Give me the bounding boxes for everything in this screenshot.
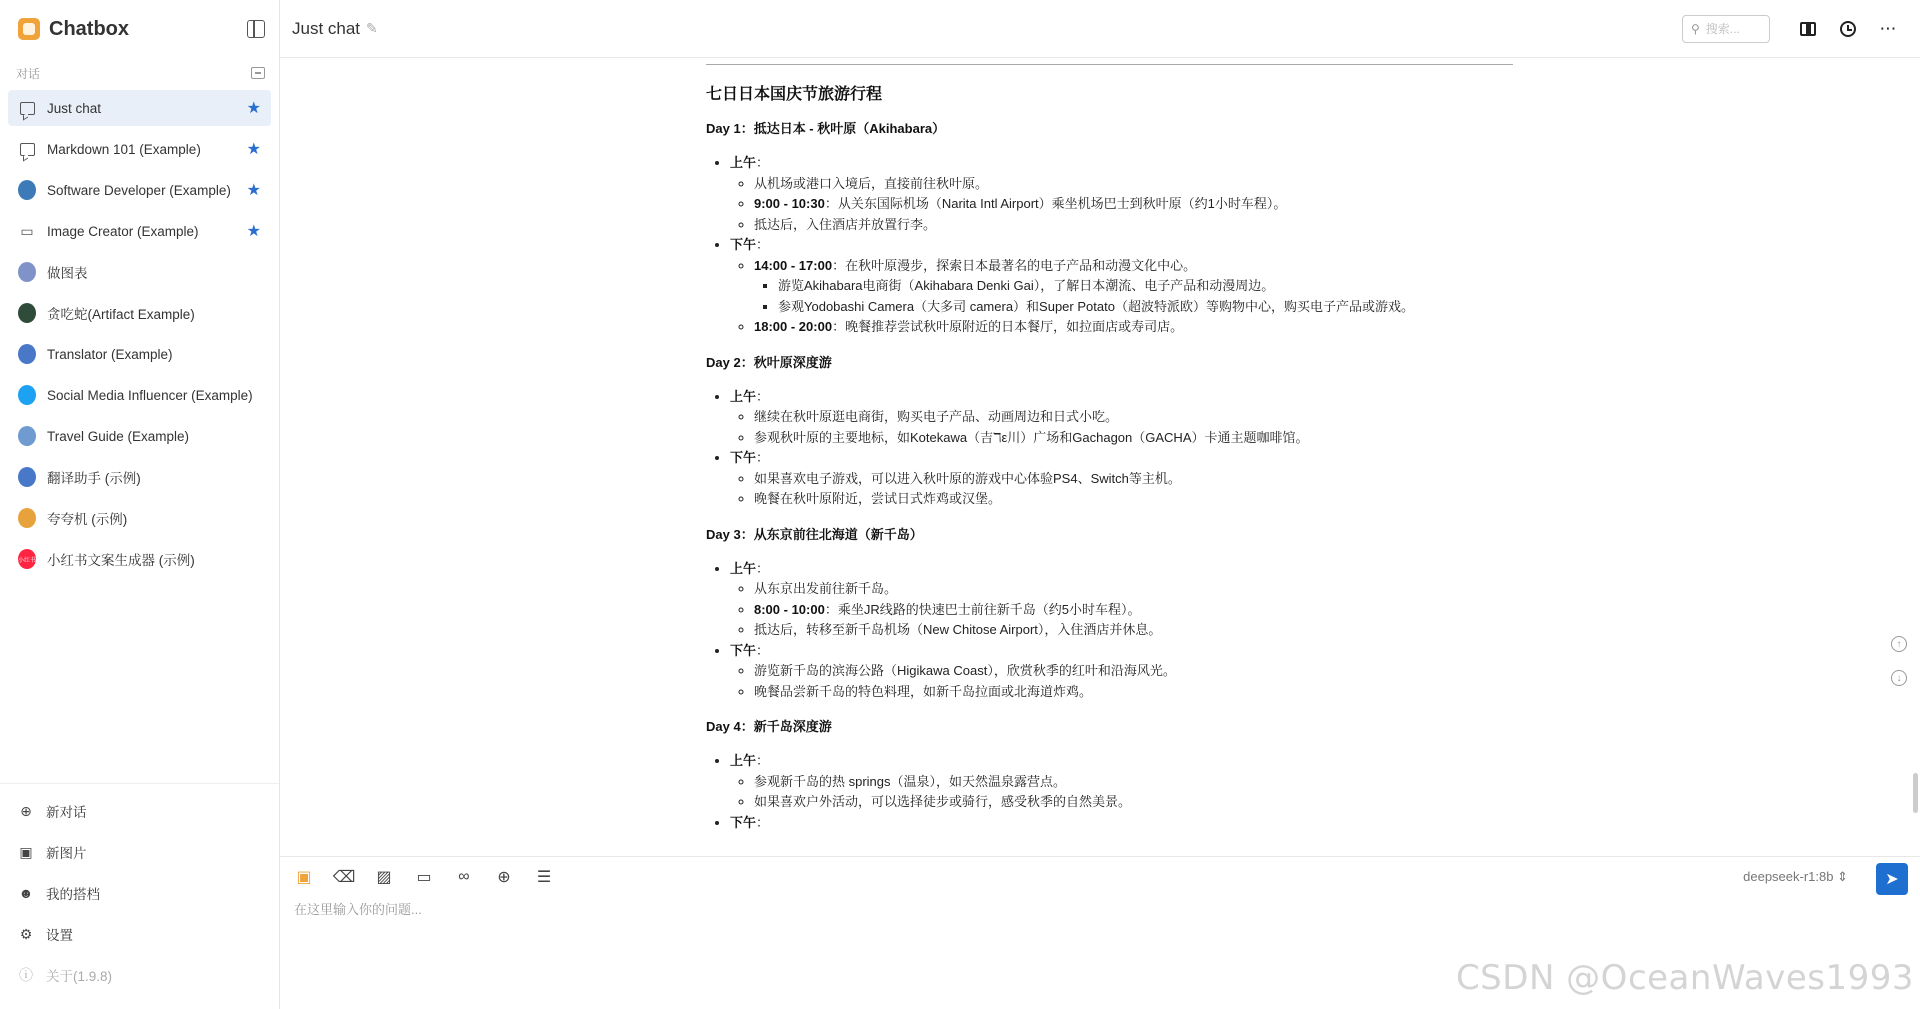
sliders-icon[interactable]: ☰ (536, 869, 552, 886)
conversations-section-header (0, 58, 279, 88)
period-label: 下午 (730, 814, 757, 830)
translator-avatar-icon (18, 345, 36, 363)
activity-time: 14:00 - 17:00 (754, 257, 833, 273)
avatar: 小红书 (18, 549, 36, 569)
conversation-item[interactable] (8, 172, 271, 208)
sidebar (0, 0, 280, 1009)
activity-item (754, 428, 1513, 449)
period-label: 上午 (730, 388, 757, 404)
avatar (18, 385, 36, 405)
avatar (18, 508, 36, 528)
activity-list (730, 579, 1513, 641)
period-label: 上午 (730, 753, 757, 768)
period-item: • 上午： ◦ 参观新千岛的热 springs（温泉），如天然温泉露营点。 ◦ 如果喜欢户外活动，可以选择徒步或骑行，感受秋季的自然美景。 (730, 751, 1513, 813)
image-plus-icon: ▣ (19, 843, 33, 860)
activity-item (754, 661, 1513, 682)
activity-item (754, 215, 1513, 236)
composer-toolbar (280, 857, 1920, 897)
activity-text: 参观新千岛的热 springs（温泉），如天然温泉露营点。 (754, 773, 1067, 789)
period-item: • 下午： ◦ 游览新千岛的滨海公路（Higikawa Coast），欣赏秋季的红叶和沿海风光。 ◦ 晚餐品尝新千岛的特色料理，如新千岛拉面或北海道炸鸡。 (730, 641, 1513, 703)
activity-text: 晚餐品尝新千岛的特色料理，如新千岛拉面或北海道炸鸡。 (754, 683, 1093, 699)
section-label: 对话 (16, 66, 41, 81)
activity-text: 继续在秋叶原逛电商街，购买电子产品、动画周边和日式小吃。 (754, 409, 1119, 424)
conversation-item[interactable] (8, 500, 271, 536)
activity-text: 如果喜欢户外活动，可以选择徒步或骑行，感受秋季的自然美景。 (754, 794, 1132, 809)
conversation-item[interactable] (8, 541, 271, 577)
more-icon: ⋯ (1879, 18, 1897, 38)
avatar (18, 344, 36, 364)
eraser-icon[interactable]: ⌫ (332, 869, 356, 886)
sidebar-menu-label: 新图片 (46, 846, 87, 861)
star-icon[interactable]: ★ (246, 223, 261, 240)
activity-list (730, 469, 1513, 510)
star-icon[interactable]: ★ (246, 182, 261, 199)
send-button[interactable] (1876, 863, 1908, 895)
chatbox-logo-icon (18, 18, 40, 40)
activity-text: 晚餐在秋叶原附近，尝试日式炸鸡或汉堡。 (754, 491, 1002, 506)
scrollbar[interactable] (1913, 773, 1918, 813)
activity-text: 从机场或港口入境后，直接前往秋叶原。 (754, 175, 989, 191)
sidebar-menu-label: 新对话 (46, 805, 87, 820)
assistant-message (706, 58, 1513, 833)
sidebar-menu-item[interactable] (8, 835, 271, 869)
conversation-label: Markdown 101 (Example) (47, 141, 201, 157)
chat-bubble-icon (18, 99, 36, 117)
conversation-label: Translator (Example) (47, 346, 173, 362)
activity-list (730, 256, 1513, 338)
avatar (18, 303, 36, 323)
conversation-item[interactable] (8, 131, 271, 167)
period-label: 上午 (730, 560, 757, 576)
day-heading: Day 4：新千岛深度游 (706, 719, 832, 734)
conversation-label: Travel Guide (Example) (47, 428, 190, 444)
more-options-button[interactable] (1878, 19, 1898, 39)
activity-item: ◦ 9:00 - 10:30：从关东国际机场（Narita Intl Airport）乘坐机场巴士到秋叶原（约1小时车程）。 (754, 194, 1513, 215)
activity-item (754, 407, 1513, 428)
activity-time: 9:00 - 10:30 (754, 196, 825, 211)
activity-list (730, 661, 1513, 702)
activity-item: ◦ 18:00 - 20:00：晚餐推荐尝试秋叶原附近的日本餐厅，如拉面店或寿司店。 (754, 317, 1513, 338)
period-list (706, 387, 1513, 510)
sidebar-menu-label: 设置 (46, 928, 73, 943)
conversation-label: 贪吃蛇(Artifact Example) (47, 307, 195, 322)
scroll-up-button[interactable]: ↑ (1891, 636, 1907, 652)
period-item: • 下午： ◦ 14:00 - 17:00：在秋叶原漫步，探索日本最著名的电子产品和动漫文化中心。 ▪ 游览Akihabara电商街（Akihabara Denki Gai），了解日本潮流、电子产品和动漫周边。 ▪ 参观Yodobashi Camera（大多司 camera）和Super Potato（超波特派欧）等购物中心，购买电子产品或游戏。 ◦ 18:00 - 20:00：晚餐推荐尝试秋叶原附近的日本餐厅，如拉面店或寿司店。 (730, 235, 1513, 338)
app-name: Chatbox (49, 17, 129, 40)
history-button[interactable] (1838, 19, 1858, 39)
sidebar-menu-label: 关于(1.9.8) (46, 969, 113, 984)
main-panel (280, 0, 1920, 1009)
sub-activity-item: ▪ 游览Akihabara电商街（Akihabara Denki Gai），了解日本潮流、电子产品和动漫周边。 (778, 276, 1513, 297)
message-area[interactable] (280, 58, 1920, 856)
activity-time: 8:00 - 10:00 (754, 601, 825, 617)
send-icon: ➤ (1885, 871, 1899, 888)
avatar (18, 467, 36, 487)
conversation-label: 小红书文案生成器 (示例) (47, 553, 195, 568)
period-list (706, 153, 1513, 338)
activity-list (730, 407, 1513, 448)
conversation-label: 翻译助手 (示例) (47, 471, 141, 486)
sidebar-menu-item[interactable] (8, 876, 271, 910)
developer-avatar-icon (18, 181, 36, 199)
history-icon (1840, 21, 1856, 37)
conversation-item[interactable] (8, 254, 271, 290)
flower-avatar-icon (18, 509, 36, 527)
chat-bubble-icon (18, 140, 36, 158)
watermark: CSDN @OceanWaves1993 (1455, 958, 1914, 998)
sidebar-menu-label: 我的搭档 (46, 887, 100, 902)
conversation-label: 夸夸机 (示例) (47, 512, 128, 527)
chatbox-logo-icon[interactable]: ▣ (296, 869, 312, 886)
activity-time: 18:00 - 20:00 (754, 319, 833, 334)
conversation-item[interactable] (8, 213, 271, 249)
conversation-item[interactable] (8, 336, 271, 372)
brand-header (0, 0, 279, 58)
image-icon: ▭ (20, 222, 34, 239)
gear-icon: ⚙ (19, 925, 33, 942)
activity-text: 从关东国际机场（Narita Intl Airport）乘坐机场巴士到秋叶原（约1小时车程）。 (837, 196, 1287, 211)
activity-text: 抵达后，入住酒店并放置行李。 (754, 216, 937, 232)
activity-list (730, 174, 1513, 236)
activity-text: 在秋叶原漫步，探索日本最著名的电子产品和动漫文化中心。 (845, 257, 1197, 273)
activity-item (754, 682, 1513, 703)
activity-item: ◦ 8:00 - 10:00：乘坐JR线路的快速巴士前往新千岛（约5小时车程）。 (754, 600, 1513, 621)
robot-icon: ☻ (18, 885, 34, 901)
globe-avatar-icon (18, 427, 36, 445)
activity-text: 抵达后，转移至新千岛机场（New Chitose Airport），入住酒店并休息。 (754, 622, 1162, 637)
activity-text: 从东京出发前往新千岛。 (754, 581, 898, 596)
info-icon: ⓘ (19, 967, 33, 983)
translator-avatar-icon (18, 468, 36, 486)
activity-item (754, 489, 1513, 510)
conversation-item[interactable] (8, 90, 271, 126)
period-item: • 上午： ◦ 从东京出发前往新千岛。 ◦ 8:00 - 10:00：乘坐JR线路的快速巴士前往新千岛（约5小时车程）。 ◦ 抵达后，转移至新千岛机场（New Chitose Airport），入住酒店并休息。 (730, 559, 1513, 641)
star-icon[interactable]: ★ (246, 141, 261, 158)
search-input[interactable] (1682, 15, 1770, 43)
activity-item (754, 469, 1513, 490)
chat-bubble-shape (20, 102, 35, 115)
chart-icon (18, 263, 36, 281)
period-item: • 下午： ◦ 如果喜欢电子游戏，可以进入秋叶原的游戏中心体验PS4、Switch等主机。 ◦ 晚餐在秋叶原附近，尝试日式炸鸡或汉堡。 (730, 448, 1513, 510)
day-heading: Day 3：从东京前往北海道（新千岛） (706, 526, 923, 542)
folder-icon[interactable]: ▭ (416, 869, 432, 886)
itinerary-title: 七日日本国庆节旅游行程 (706, 86, 883, 103)
period-label: 下午 (730, 450, 757, 465)
search-placeholder: 搜索... (1705, 22, 1740, 36)
sidebar-menu-item[interactable] (8, 794, 271, 828)
period-label: 下午 (730, 237, 757, 252)
activity-text: 游览新千岛的滨海公路（Higikawa Coast），欣赏秋季的红叶和沿海风光。 (754, 663, 1176, 678)
period-list (706, 559, 1513, 703)
conversation-label: 做图表 (47, 266, 88, 281)
globe-icon[interactable]: ⊕ (497, 869, 511, 886)
period-item: • 上午： ◦ 继续在秋叶原逛电商街，购买电子产品、动画周边和日式小吃。 ◦ 参观秋叶原的主要地标，如Kotekawa（吉ℸε川）广场和Gachagon（GACHA）卡通主题咖啡馆。 (730, 387, 1513, 449)
twitter-icon (18, 386, 36, 404)
day-heading: Day 1：抵达日本 - 秋叶原（Akihabara） (706, 121, 946, 136)
scroll-down-button[interactable]: ↓ (1891, 670, 1907, 686)
conversation-label: Software Developer (Example) (47, 182, 231, 198)
conversation-label: Social Media Influencer (Example) (47, 387, 253, 403)
plus-circle-icon: ⊕ (20, 802, 32, 819)
period-label: 上午 (730, 155, 757, 170)
period-item: • 上午： ◦ 从机场或港口入境后，直接前往秋叶原。 ◦ 9:00 - 10:30：从关东国际机场（Narita Intl Airport）乘坐机场巴士到秋叶原（约1小时车程）。 ◦ 抵达后，入住酒店并放置行李。 (730, 153, 1513, 235)
layout-icon (1800, 22, 1816, 36)
conversation-item[interactable] (8, 459, 271, 495)
conversation-item[interactable] (8, 295, 271, 331)
avatar (18, 426, 36, 446)
conversation-label: Just chat (47, 100, 102, 116)
activity-item (754, 792, 1513, 813)
topbar (280, 0, 1920, 58)
activity-text: 如果喜欢电子游戏，可以进入秋叶原的游戏中心体验PS4、Switch等主机。 (754, 470, 1181, 486)
search-icon: ⚲ (1691, 21, 1700, 36)
period-label: 下午 (730, 642, 757, 658)
link-icon[interactable]: ∞ (458, 868, 470, 885)
avatar (18, 262, 36, 282)
conversation-item[interactable] (8, 418, 271, 454)
activity-item (754, 772, 1513, 793)
snake-avatar-icon (18, 304, 36, 322)
conversation-item[interactable] (8, 377, 271, 413)
star-icon[interactable]: ★ (246, 100, 261, 117)
conversation-list (0, 88, 279, 584)
model-selector[interactable]: deepseek-r1:8b ⇕ (1743, 869, 1848, 884)
activity-text: 乘坐JR线路的快速巴士前往新千岛（约5小时车程）。 (837, 601, 1141, 617)
period-item: • 下午： (730, 813, 1513, 834)
collapse-sidebar-icon[interactable] (247, 20, 265, 38)
activity-item (754, 579, 1513, 600)
message-input[interactable] (294, 899, 1906, 989)
sidebar-menu-item[interactable] (8, 958, 271, 992)
model-name: deepseek-r1:8b (1743, 869, 1834, 884)
horizontal-rule (706, 64, 1513, 65)
chat-title[interactable]: Just chat (292, 18, 361, 38)
activity-item (754, 174, 1513, 195)
sidebar-menu-item[interactable] (8, 917, 271, 951)
edit-title-icon[interactable]: ✎ (366, 20, 378, 36)
avatar (18, 180, 36, 200)
activity-text: 晚餐推荐尝试秋叶原附近的日本餐厅，如拉面店或寿司店。 (845, 319, 1184, 334)
day-heading: Day 2：秋叶原深度游 (706, 354, 832, 370)
conversation-label: Image Creator (Example) (47, 223, 199, 239)
xiaohongshu-icon (18, 550, 36, 568)
composer (280, 856, 1920, 1008)
sidebar-bottom-menu (0, 783, 279, 999)
toggle-layout-button[interactable] (1798, 19, 1818, 39)
archive-icon[interactable] (251, 67, 265, 79)
activity-list (730, 772, 1513, 813)
sub-activity-list (754, 276, 1513, 317)
activity-item (754, 620, 1513, 641)
period-list (706, 751, 1513, 833)
image-icon[interactable]: ▨ (376, 869, 392, 886)
sub-activity-item: ▪ 参观Yodobashi Camera（大多司 camera）和Super Potato（超波特派欧）等购物中心，购买电子产品或游戏。 (778, 297, 1513, 318)
chat-bubble-shape (20, 143, 35, 156)
activity-item: ◦ 14:00 - 17:00：在秋叶原漫步，探索日本最著名的电子产品和动漫文化中心。 ▪ 游览Akihabara电商街（Akihabara Denki Gai），了解日本潮流、电子产品和动漫周边。 ▪ 参观Yodobashi Camera（大多司 camera）和Super Potato（超波特派欧）等购物中心，购买电子产品或游戏。 (754, 256, 1513, 318)
activity-text: 参观秋叶原的主要地标，如Kotekawa（吉ℸε川）广场和Gachagon（GACHA）卡通主题咖啡馆。 (754, 429, 1309, 445)
